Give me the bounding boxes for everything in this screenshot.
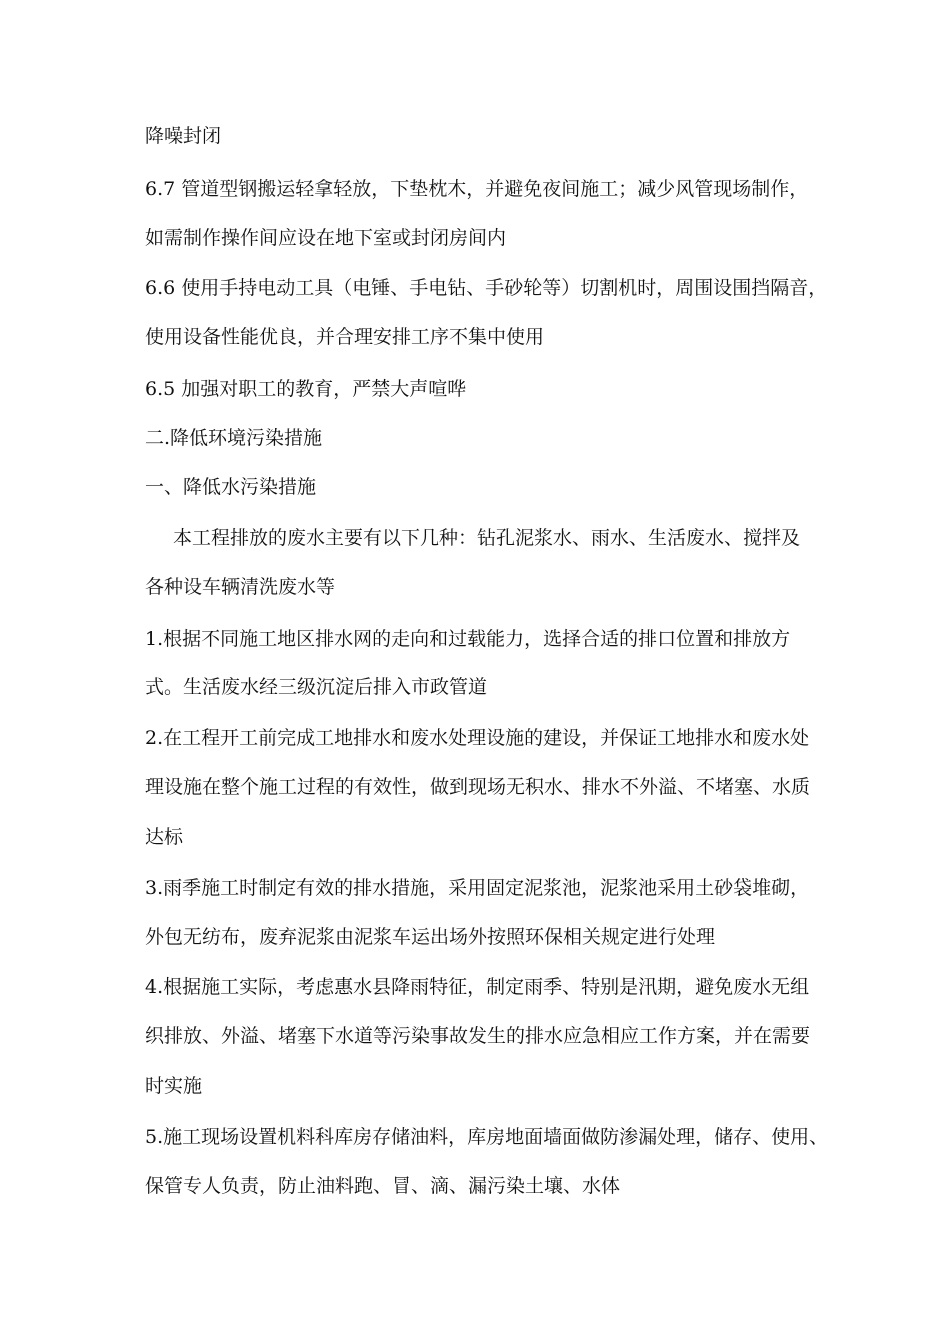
text-line: 6.6 使用手持电动工具（电锤、手电钻、手砂轮等）切割机时，周围设围挡隔音， bbox=[145, 277, 828, 299]
text-line: 织排放、外溢、堵塞下水道等污染事故发生的排水应急相应工作方案，并在需要 bbox=[145, 1025, 811, 1047]
text-line: 如需制作操作间应设在地下室或封闭房间内 bbox=[145, 227, 507, 249]
text-line: 6.7 管道型钢搬运轻拿轻放，下垫枕木，并避免夜间施工；减少风管现场制作， bbox=[145, 178, 809, 200]
text-line: 使用设备性能优良，并合理安排工序不集中使用 bbox=[145, 326, 545, 348]
text-line: 理设施在整个施工过程的有效性，做到现场无积水、排水不外溢、不堵塞、水质 bbox=[145, 776, 811, 798]
text-line: 时实施 bbox=[145, 1075, 203, 1097]
section-heading: 二.降低环境污染措施 bbox=[145, 427, 323, 449]
text-line: 3.雨季施工时制定有效的排水措施，采用固定泥浆池，泥浆池采用土砂袋堆砌， bbox=[145, 877, 810, 899]
text-line: 外包无纺布，废弃泥浆由泥浆车运出场外按照环保相关规定进行处理 bbox=[145, 926, 716, 948]
text-line: 降噪封闭 bbox=[145, 125, 222, 147]
text-line: 达标 bbox=[145, 826, 184, 848]
text-line: 6.5 加强对职工的教育，严禁大声喧哗 bbox=[145, 378, 467, 400]
text-line: 4.根据施工实际，考虑惠水县降雨特征，制定雨季、特别是汛期，避免废水无组 bbox=[145, 976, 810, 998]
text-line: 1.根据不同施工地区排水网的走向和过载能力，选择合适的排口位置和排放方 bbox=[145, 628, 791, 650]
text-line: 各种设车辆清洗废水等 bbox=[145, 576, 336, 598]
text-line: 2.在工程开工前完成工地排水和废水处理设施的建设，并保证工地排水和废水处 bbox=[145, 727, 810, 749]
text-line: 式。生活废水经三级沉淀后排入市政管道 bbox=[145, 676, 488, 698]
subsection-heading: 一、降低水污染措施 bbox=[145, 476, 317, 498]
text-line: 保管专人负责，防止油料跑、冒、滴、漏污染土壤、水体 bbox=[145, 1175, 621, 1197]
text-line: 5.施工现场设置机料科库房存储油料，库房地面墙面做防渗漏处理，储存、使用、 bbox=[145, 1126, 829, 1148]
text-line: 本工程排放的废水主要有以下几种：钻孔泥浆水、雨水、生活废水、搅拌及 bbox=[173, 527, 801, 549]
